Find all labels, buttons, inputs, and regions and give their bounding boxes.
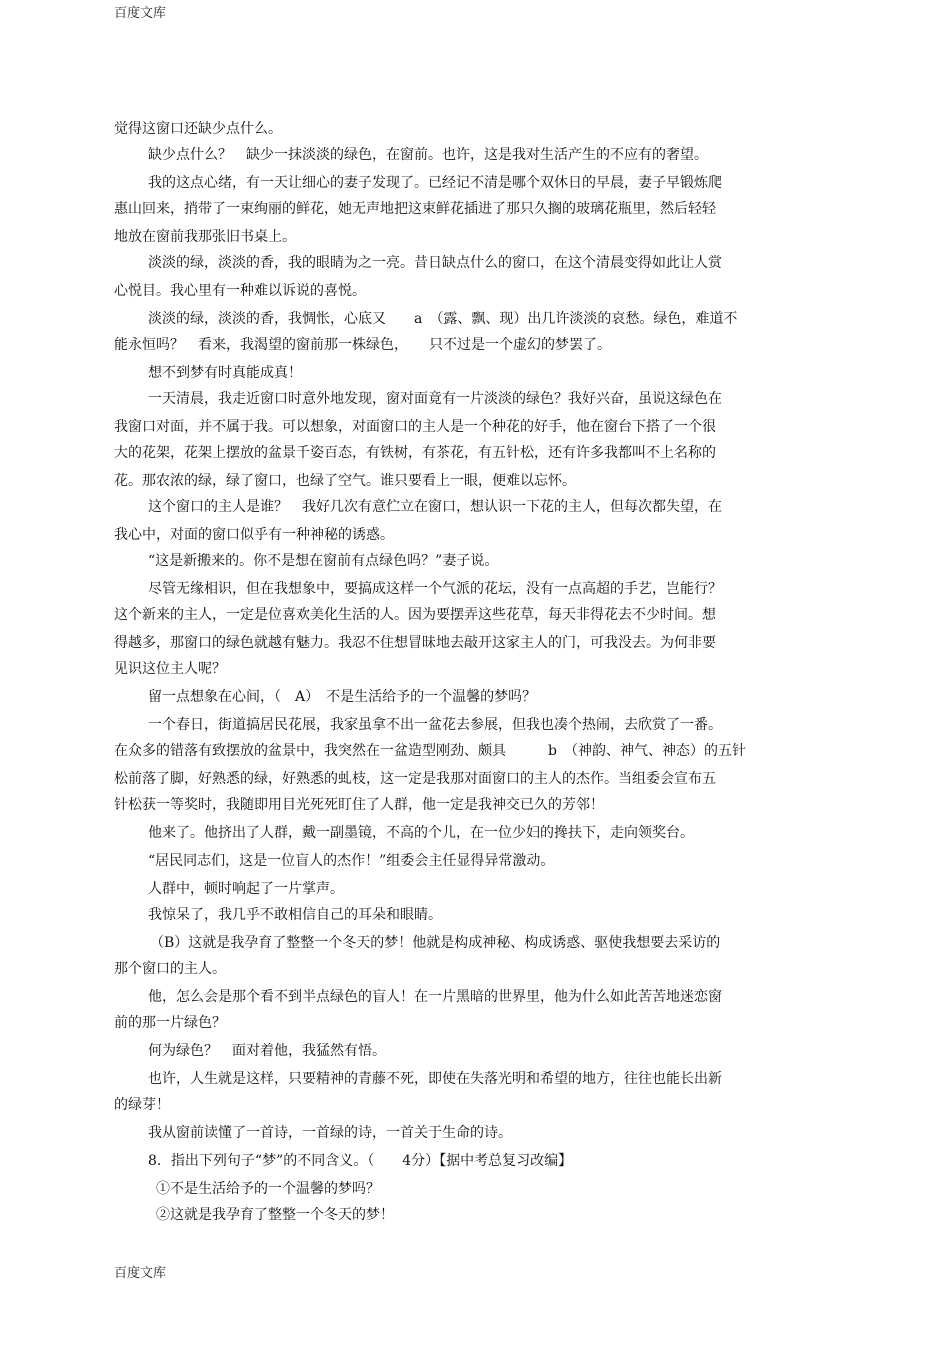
text-line: 能永恒吗？ 看来，我渴望的窗前那一株绿色， 只不过是一个虚幻的梦罢了。 bbox=[114, 337, 611, 353]
text-line: 缺少点什么？ 缺少一抹淡淡的绿色，在窗前。也许，这是我对生活产生的不应有的奢望。 bbox=[148, 147, 708, 163]
text-line: 得越多，那窗口的绿色就越有魅力。我忍不住想冒昧地去敲开这家主人的门，可我没去。为何非要 bbox=[114, 635, 716, 651]
text-line: 大的花架，花架上摆放的盆景千姿百态，有铁树，有茶花，有五针松，还有许多我都叫不上名称的 bbox=[114, 445, 716, 461]
text-line: 8．指出下列句子“梦”的不同含义。（ 4分）【据中考总复习改编】 bbox=[148, 1153, 573, 1169]
text-line: “这是新搬来的。你不是想在窗前有点绿色吗？”妻子说。 bbox=[148, 553, 499, 569]
text-line: 针松获一等奖时，我随即用目光死死盯住了人群，他一定是我神交已久的芳邻！ bbox=[114, 797, 604, 813]
text-line: 他，怎么会是那个看不到半点绿色的盲人！在一片黑暗的世界里，他为什么如此苦苦地迷恋窗 bbox=[148, 989, 722, 1005]
text-line: 见识这位主人呢？ bbox=[114, 661, 226, 677]
text-line: 尽管无缘相识，但在我想象中，要搞成这样一个气派的花坛，没有一点高超的手艺，岂能行？ bbox=[148, 581, 722, 597]
text-line: “居民同志们，这是一位盲人的杰作！”组委会主任显得异常激动。 bbox=[148, 853, 555, 869]
text-line: 花。那农浓的绿，绿了窗口，也绿了空气。谁只要看上一眼，便难以忘怀。 bbox=[114, 473, 576, 489]
text-line: 我从窗前读懂了一首诗，一首绿的诗，一首关于生命的诗。 bbox=[148, 1125, 512, 1141]
text-line: 也许，人生就是这样，只要精神的青藤不死，即使在失落光明和希望的地方，往往也能长出新 bbox=[148, 1071, 722, 1087]
text-line: 何为绿色？ 面对着他，我猛然有悟。 bbox=[148, 1043, 386, 1059]
text-line: 这个新来的主人，一定是位喜欢美化生活的人。因为要摆弄这些花草，每天非得花去不少时间。想 bbox=[114, 607, 716, 623]
text-line: 地放在窗前我那张旧书桌上。 bbox=[114, 229, 296, 245]
text-line: 这个窗口的主人是谁？ 我好几次有意伫立在窗口，想认识一下花的主人，但每次都失望，在 bbox=[148, 499, 722, 515]
text-line: 那个窗口的主人。 bbox=[114, 961, 226, 977]
text-line: （B）这就是我孕育了整整一个冬天的梦！他就是构成神秘、构成诱惑、驱使我想要去采访的 bbox=[150, 935, 721, 951]
page-header: 百度文库 bbox=[114, 6, 167, 21]
text-line: 留一点想象在心间，（ A） 不是生活给予的一个温馨的梦吗？ bbox=[148, 689, 537, 705]
text-line: 我的这点心绪，有一天让细心的妻子发现了。已经记不清是哪个双休日的早晨，妻子早锻炼爬 bbox=[148, 175, 722, 191]
text-line: 我惊呆了，我几乎不敢相信自己的耳朵和眼睛。 bbox=[148, 907, 442, 923]
text-line: 在众多的错落有致摆放的盆景中，我突然在一盆造型刚劲、颇具 b （神韵、神气、神态）的五针 bbox=[114, 743, 746, 759]
text-line: 淡淡的绿，淡淡的香，我惆怅，心底又 a （露、飘、现）出几许淡淡的哀愁。绿色，难道不 bbox=[148, 311, 738, 327]
text-line: 人群中，顿时响起了一片掌声。 bbox=[148, 881, 344, 897]
text-line: 一个春日，街道搞居民花展，我家虽拿不出一盆花去参展，但我也凑个热闹，去欣赏了一番。 bbox=[148, 717, 722, 733]
text-line: ①不是生活给予的一个温馨的梦吗？ bbox=[156, 1181, 380, 1197]
text-line: 觉得这窗口还缺少点什么。 bbox=[114, 121, 282, 137]
text-line: 惠山回来，捎带了一束绚丽的鲜花，她无声地把这束鲜花插进了那只久搁的玻璃花瓶里，然后轻轻 bbox=[114, 201, 716, 217]
text-line: 的绿芽！ bbox=[114, 1097, 170, 1113]
text-line: ②这就是我孕育了整整一个冬天的梦！ bbox=[156, 1207, 394, 1223]
page-footer: 百度文库 bbox=[114, 1266, 167, 1281]
text-line: 一天清晨，我走近窗口时意外地发现，窗对面竟有一片淡淡的绿色？我好兴奋，虽说这绿色在 bbox=[148, 391, 722, 407]
text-line: 淡淡的绿，淡淡的香，我的眼睛为之一亮。昔日缺点什么的窗口，在这个清晨变得如此让人赏 bbox=[148, 255, 722, 271]
text-line: 想不到梦有时真能成真！ bbox=[148, 365, 302, 381]
text-line: 松前落了脚，好熟悉的绿，好熟悉的虬枝，这一定是我那对面窗口的主人的杰作。当组委会宣布五 bbox=[114, 771, 716, 787]
text-line: 我心中，对面的窗口似乎有一种神秘的诱惑。 bbox=[114, 527, 394, 543]
text-line: 他来了。他挤出了人群，戴一副墨镜，不高的个儿，在一位少妇的搀扶下，走向领奖台。 bbox=[148, 825, 694, 841]
text-line: 我窗口对面，并不属于我。可以想象，对面窗口的主人是一个种花的好手，他在窗台下搭了一个很 bbox=[114, 419, 716, 435]
text-line: 心悦目。我心里有一种难以诉说的喜悦。 bbox=[114, 283, 366, 299]
text-line: 前的那一片绿色？ bbox=[114, 1015, 226, 1031]
